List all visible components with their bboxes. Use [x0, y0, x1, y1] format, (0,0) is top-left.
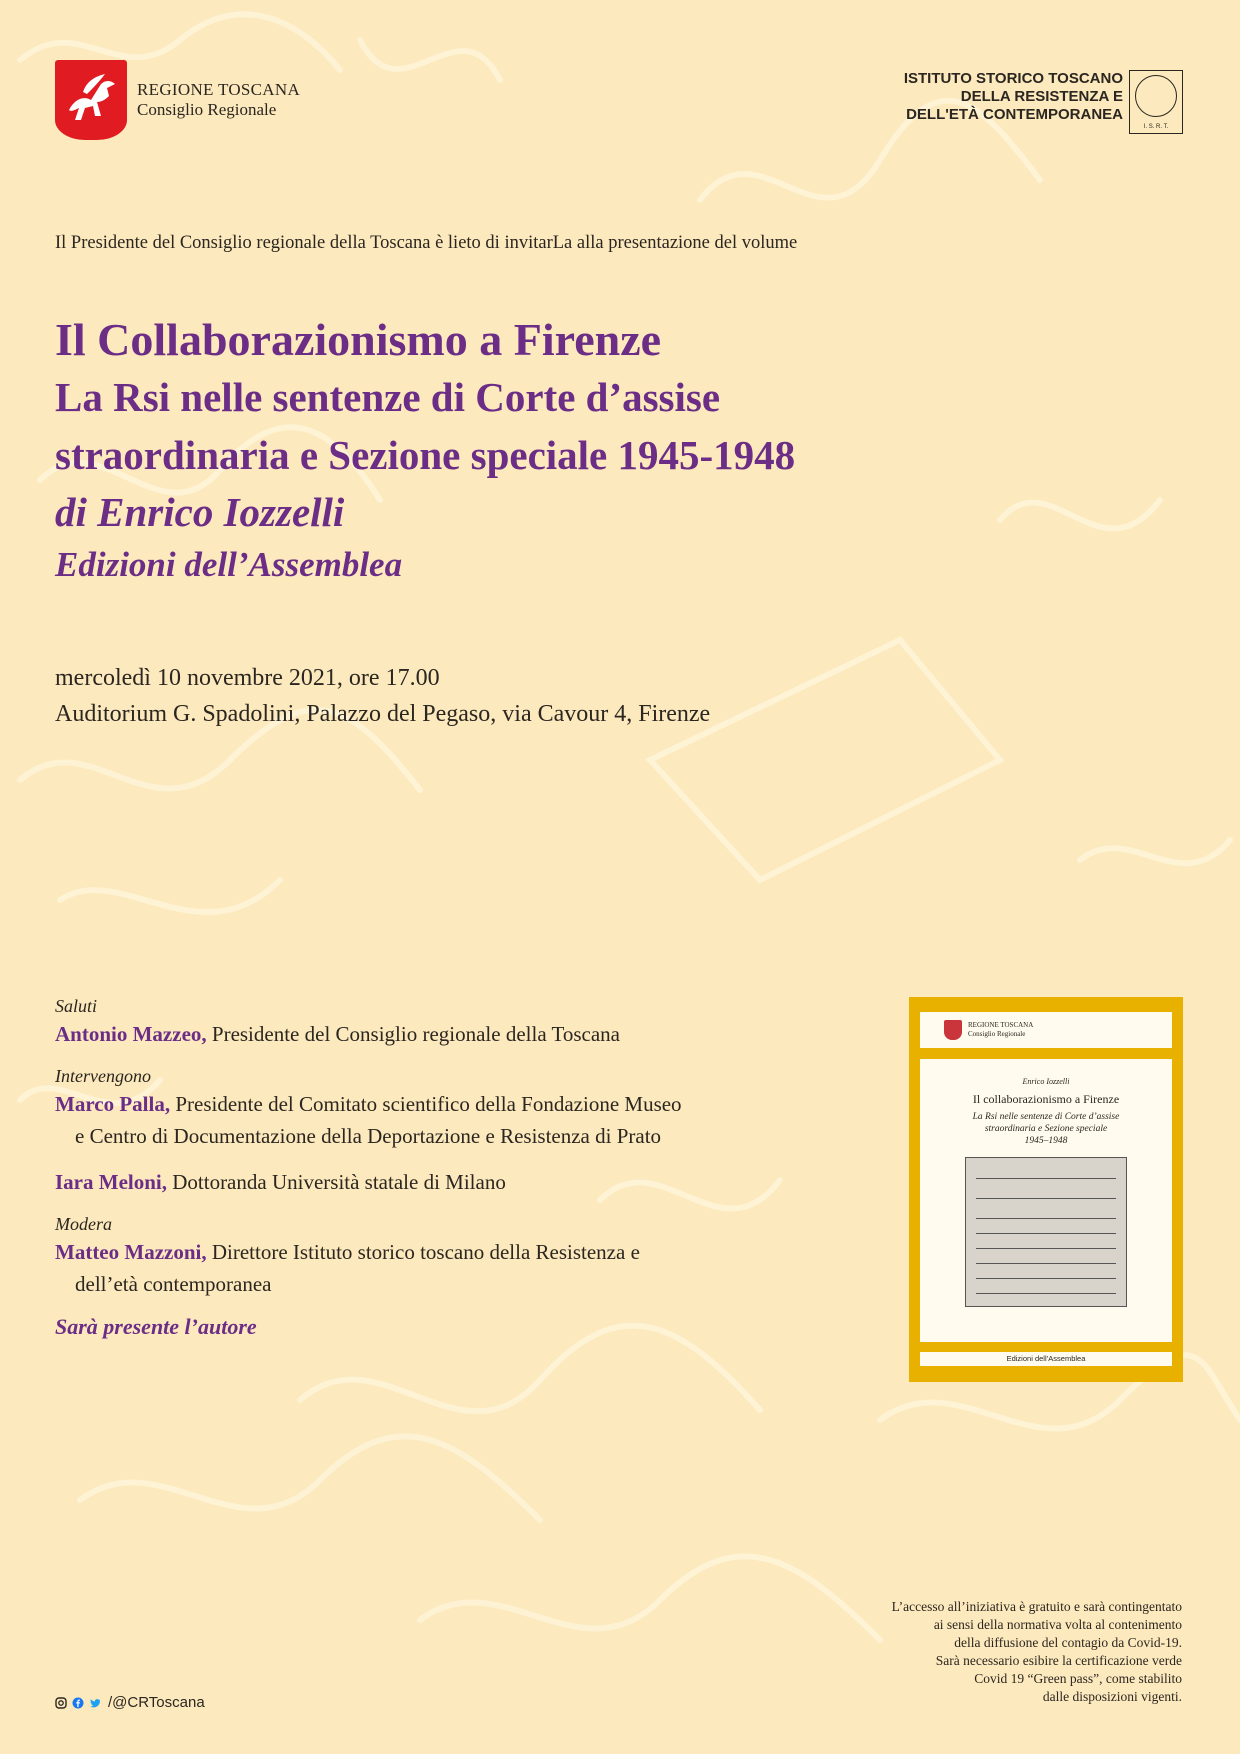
isrt-logo — [904, 70, 1183, 134]
cover-body — [920, 1059, 1172, 1342]
book-subtitle-line-1: La Rsi nelle sentenze di Corte d’assise — [55, 374, 721, 420]
author-present-note: Sarà presente l’autore — [55, 1314, 257, 1339]
covid-notice — [782, 1598, 1182, 1706]
cover-publisher: Edizioni dell’Assemblea — [920, 1352, 1172, 1366]
cover-document-photo — [965, 1157, 1127, 1307]
twitter-icon[interactable] — [89, 1697, 101, 1709]
cover-logo-band — [920, 1012, 1172, 1048]
isrt-seal-icon — [1129, 70, 1183, 134]
isrt-line-2: DELLA RESISTENZA E — [960, 88, 1123, 105]
facebook-icon[interactable] — [72, 1697, 84, 1709]
regione-toscana-logo — [55, 60, 300, 140]
book-author: di Enrico Iozzelli — [55, 489, 345, 535]
book-publisher: Edizioni dell’Assemblea — [55, 545, 403, 584]
pegasus-shield-icon — [55, 60, 127, 140]
cover-subtitle-1: La Rsi nelle sentenze di Corte d’assise — [972, 1112, 1120, 1122]
moderator-entry — [55, 1236, 835, 1300]
notice-line-6: dalle disposizioni vigenti. — [1042, 1689, 1182, 1704]
modera-label: Modera — [55, 1214, 112, 1234]
consiglio-name: Consiglio Regionale — [137, 100, 277, 119]
isrt-line-3: DELL'ETÀ CONTEMPORANEA — [906, 106, 1123, 123]
speaker-1-entry — [55, 1088, 835, 1152]
saluti-desc: Presidente del Consiglio regionale della Toscana — [211, 1022, 621, 1046]
social-handle-link[interactable]: /@CRToscana — [108, 1694, 205, 1711]
program — [55, 994, 835, 1340]
cover-logo-line-1: REGIONE TOSCANA — [968, 1021, 1034, 1029]
intervengono-label: Intervengono — [55, 1066, 151, 1086]
book-subtitle-line-2: straordinaria e Sezione speciale 1945-1948 — [55, 432, 796, 478]
cover-subtitle-2: straordinaria e Sezione speciale — [984, 1124, 1108, 1134]
book-title: Il Collaborazionismo a Firenze — [55, 314, 662, 365]
event-date: mercoledì 10 novembre 2021, ore 17.00 — [55, 665, 440, 691]
notice-line-5: Covid 19 “Green pass”, come stabilito — [974, 1671, 1182, 1686]
isrt-line-1: ISTITUTO STORICO TOSCANO — [903, 70, 1123, 87]
speaker-1-name: Marco Palla, — [55, 1092, 171, 1116]
speaker-2-name: Iara Meloni, — [55, 1170, 167, 1194]
notice-line-4: Sarà necessario esibire la certificazione verde — [935, 1653, 1182, 1668]
instagram-icon[interactable] — [55, 1697, 67, 1709]
speaker-1-desc-cont: e Centro di Documentazione della Deportazione e Resistenza di Prato — [75, 1124, 662, 1148]
notice-line-2: ai sensi della normativa volta al contenimento — [933, 1617, 1182, 1632]
notice-line-1: L’accesso all’iniziativa è gratuito e sarà contingentato — [891, 1599, 1182, 1614]
cover-shield-icon — [944, 1020, 962, 1040]
saluti-entry — [55, 1018, 835, 1050]
book-title-block — [55, 312, 795, 590]
moderator-desc-cont: dell’età contemporanea — [75, 1272, 272, 1296]
speaker-2-desc: Dottoranda Università statale di Milano — [172, 1170, 506, 1194]
book-cover-image — [909, 997, 1183, 1382]
cover-years: 1945–1948 — [1024, 1136, 1068, 1146]
regione-name: REGIONE TOSCANA — [137, 80, 301, 99]
cover-title: Il collaborazionismo a Firenze — [972, 1092, 1120, 1106]
moderator-name: Matteo Mazzoni, — [55, 1240, 207, 1264]
social-links — [55, 1694, 205, 1711]
event-info — [55, 660, 710, 732]
invitation-text: Il Presidente del Consiglio regionale della Toscana è lieto di invitarLa alla presentazione del volume — [55, 233, 798, 253]
notice-line-3: della diffusione del contagio da Covid-19. — [954, 1635, 1182, 1650]
cover-author: Enrico Iozzelli — [1022, 1077, 1070, 1086]
moderator-desc: Direttore Istituto storico toscano della Resistenza e — [211, 1240, 640, 1264]
saluti-label: Saluti — [55, 996, 98, 1016]
isrt-abbreviation: I. S. R. T. — [1143, 124, 1169, 130]
saluti-name: Antonio Mazzeo, — [55, 1022, 207, 1046]
speaker-1-desc: Presidente del Comitato scientifico della Fondazione Museo — [175, 1092, 682, 1116]
event-venue: Auditorium G. Spadolini, Palazzo del Pegaso, via Cavour 4, Firenze — [55, 701, 711, 727]
cover-logo-line-2: Consiglio Regionale — [968, 1030, 1026, 1038]
speaker-2-entry — [55, 1166, 835, 1198]
